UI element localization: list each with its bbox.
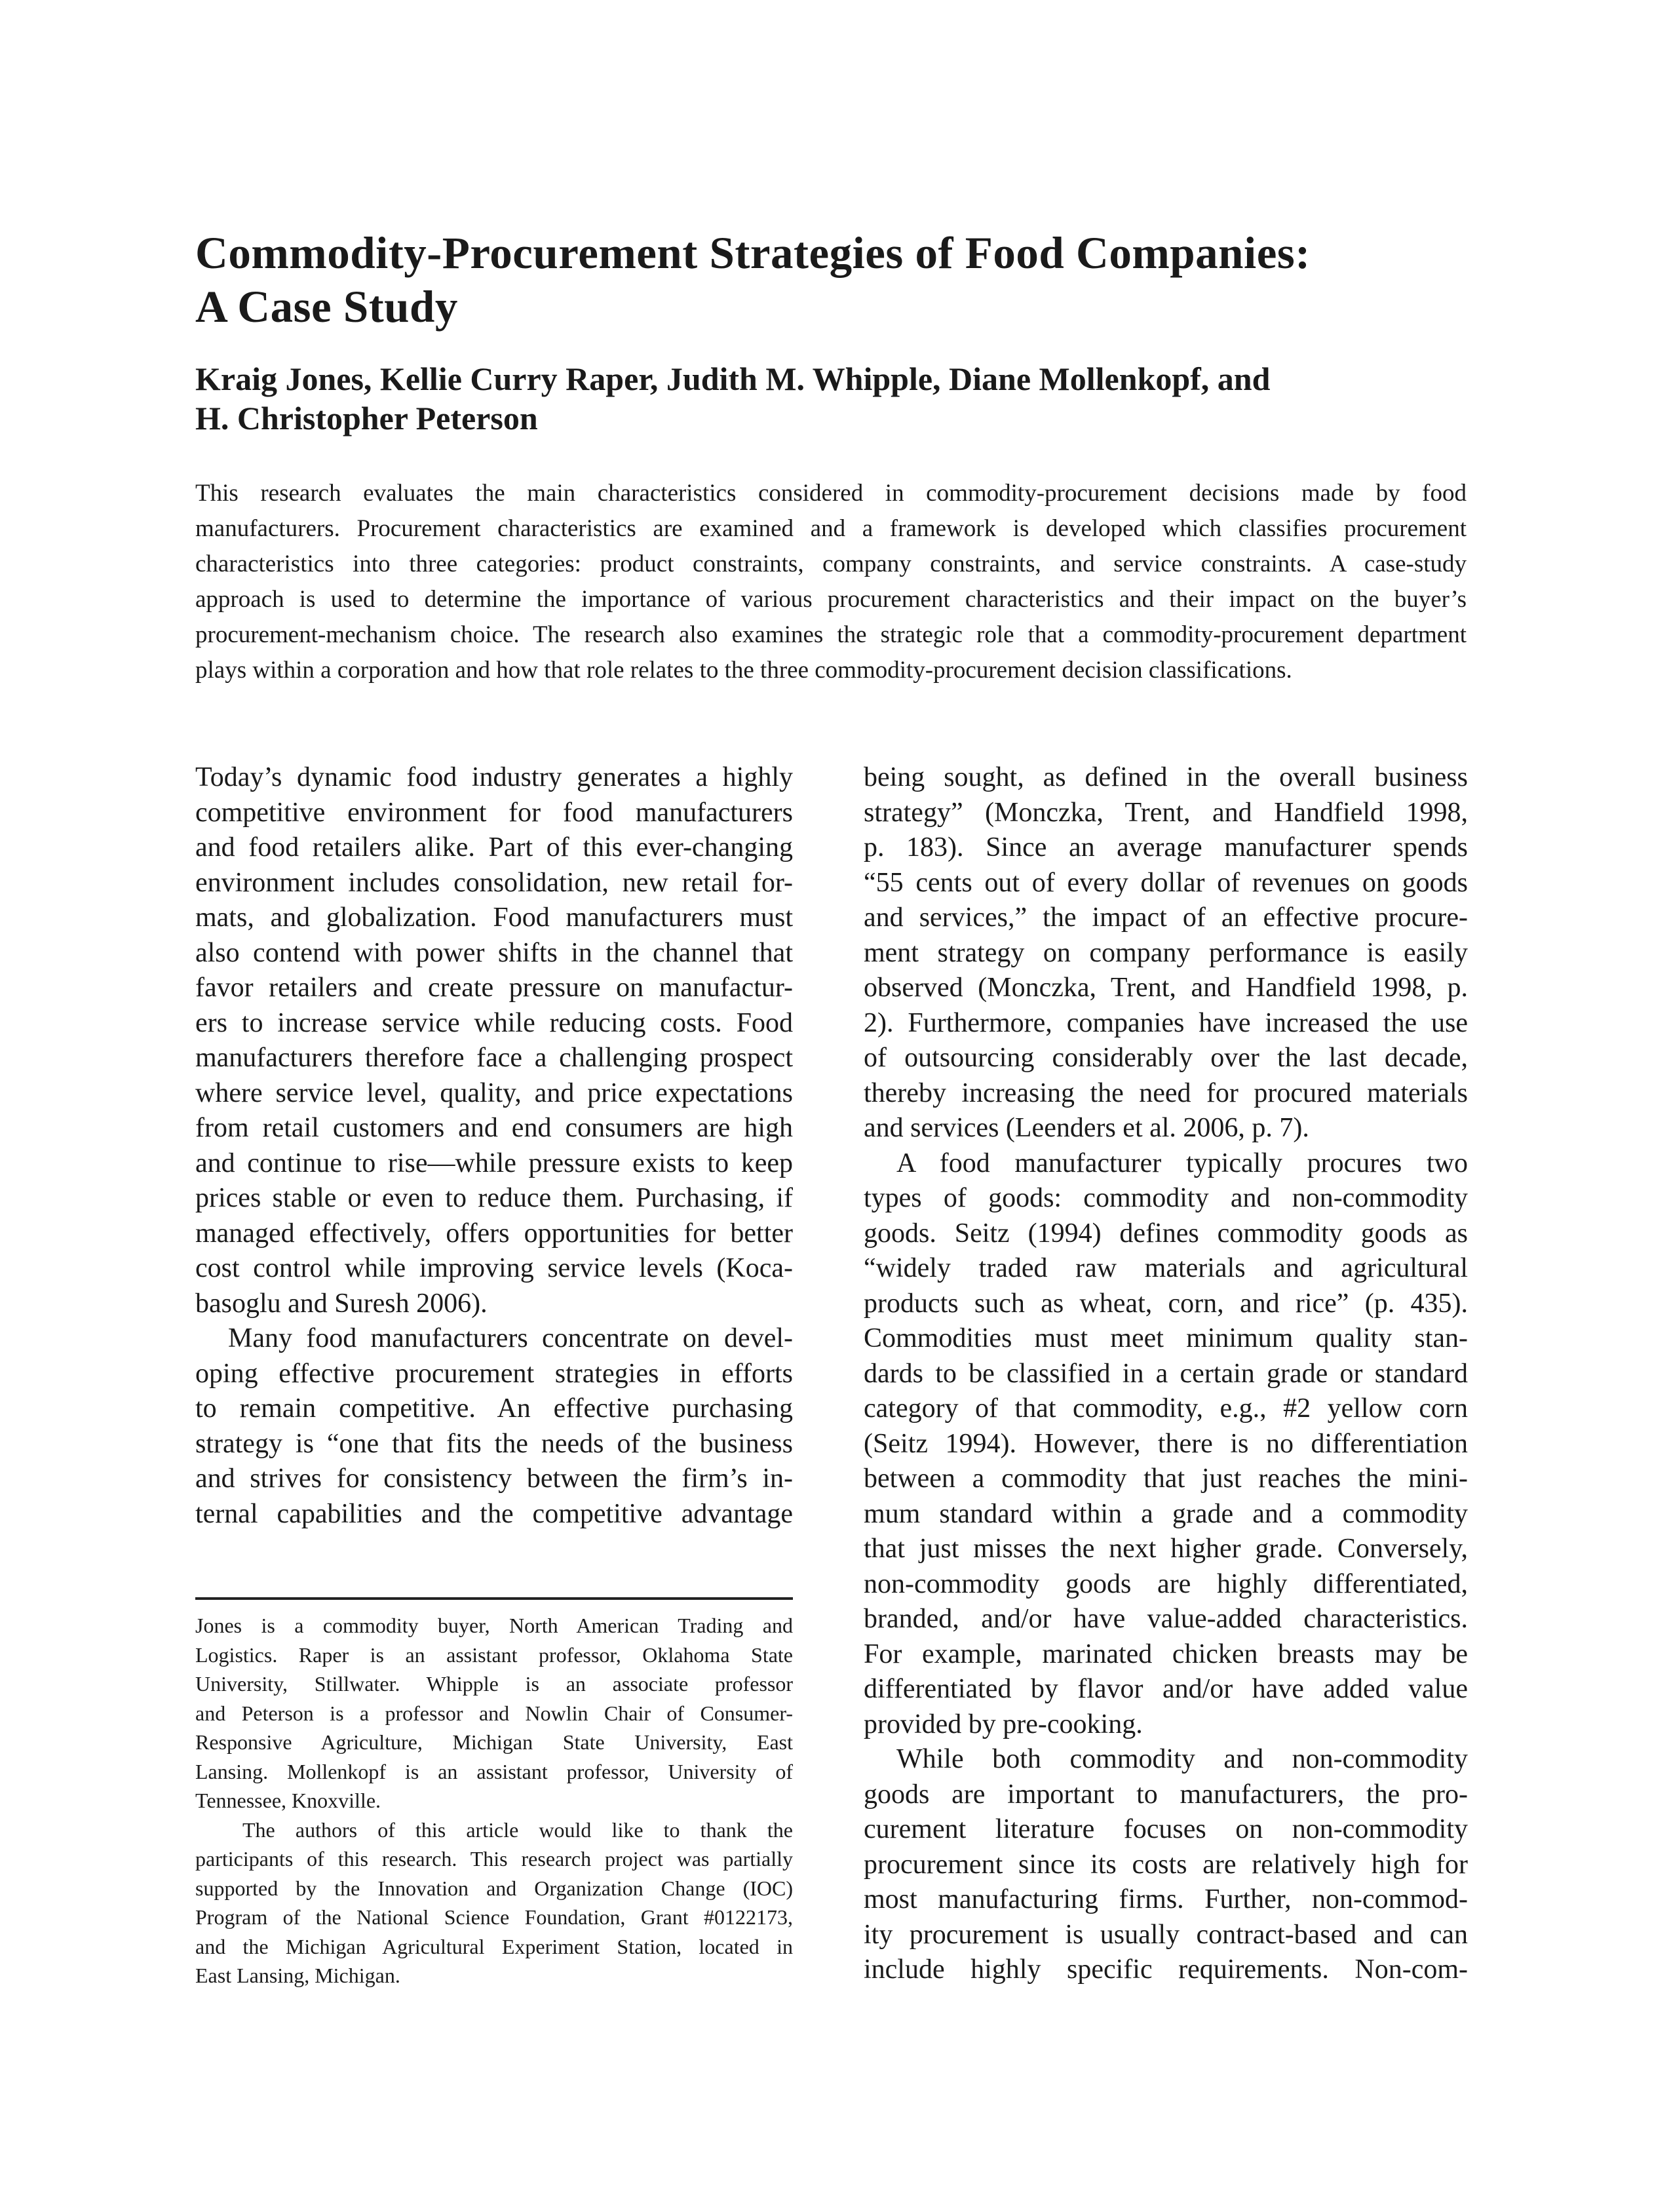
abstract-line: manufacturers. Procurement characteristics are examined and a framework is developed which classifies procurement bbox=[195, 515, 1467, 542]
body-line: and services,” the impact of an effective procure- bbox=[864, 902, 1468, 933]
body-line: types of goods: commodity and non-commodity bbox=[864, 1183, 1468, 1213]
body-line: to remain competitive. An effective purchasing bbox=[195, 1393, 793, 1424]
body-line: being sought, as defined in the overall business bbox=[864, 762, 1468, 792]
body-line: products such as wheat, corn, and rice” (p. 435). bbox=[864, 1288, 1468, 1319]
body-column-right bbox=[864, 760, 1468, 1988]
body-line: ment strategy on company performance is easily bbox=[864, 937, 1468, 968]
body-line: competitive environment for food manufacturers bbox=[195, 797, 793, 828]
footnote-line: supported by the Innovation and Organization Change (IOC) bbox=[195, 1876, 793, 1900]
body-line: “widely traded raw materials and agricultural bbox=[864, 1253, 1468, 1283]
body-line: differentiated by flavor and/or have added value bbox=[864, 1674, 1468, 1704]
body-line: prices stable or even to reduce them. Purchasing, if bbox=[195, 1183, 793, 1213]
body-line: strategy is “one that fits the needs of the business bbox=[195, 1428, 793, 1459]
body-line: basoglu and Suresh 2006). bbox=[195, 1288, 488, 1319]
body-line: goods are important to manufacturers, the pro- bbox=[864, 1779, 1468, 1810]
footnote-line: Jones is a commodity buyer, North American Trading and bbox=[195, 1614, 793, 1637]
body-line: category of that commodity, e.g., #2 yellow corn bbox=[864, 1393, 1468, 1424]
body-column-left bbox=[195, 760, 793, 1532]
body-line: A food manufacturer typically procures two bbox=[896, 1148, 1468, 1178]
body-line: also contend with power shifts in the channel that bbox=[195, 937, 793, 968]
article-title bbox=[195, 226, 1473, 334]
body-line: (Seitz 1994). However, there is no differentiation bbox=[864, 1428, 1468, 1459]
body-line: ity procurement is usually contract-based and can bbox=[864, 1919, 1468, 1950]
body-line: most manufacturing firms. Further, non-commod- bbox=[864, 1884, 1468, 1914]
footnote-line: The authors of this article would like to thank the bbox=[242, 1817, 793, 1842]
body-line: Today’s dynamic food industry generates a highly bbox=[195, 762, 793, 792]
body-line: For example, marinated chicken breasts may be bbox=[864, 1639, 1468, 1669]
body-line: of outsourcing considerably over the last decade, bbox=[864, 1043, 1468, 1073]
body-line: goods. Seitz (1994) defines commodity goods as bbox=[864, 1218, 1468, 1249]
author-line: Kraig Jones, Kellie Curry Raper, Judith M. Whipple, Diane Mollenkopf, and bbox=[195, 360, 1271, 397]
body-line: include highly specific requirements. Non-com- bbox=[864, 1954, 1468, 1985]
footnote-line: East Lansing, Michigan. bbox=[195, 1964, 400, 1987]
body-line: mum standard within a grade and a commodity bbox=[864, 1498, 1468, 1529]
body-line: procurement since its costs are relatively high for bbox=[864, 1849, 1468, 1880]
body-line: oping effective procurement strategies in efforts bbox=[195, 1358, 793, 1389]
footnote-line: and Peterson is a professor and Nowlin Chair of Consumer- bbox=[195, 1701, 793, 1725]
body-line: observed (Monczka, Trent, and Handfield 1998, p. bbox=[864, 973, 1468, 1003]
abstract-line: procurement-mechanism choice. The research also examines the strategic role that a commodity-procurement department bbox=[195, 621, 1467, 648]
body-line: cost control while improving service levels (Koca- bbox=[195, 1253, 793, 1283]
footnote-divider bbox=[195, 1597, 793, 1600]
footnote-line: participants of this research. This research project was partially bbox=[195, 1847, 793, 1871]
body-line: where service level, quality, and price expectations bbox=[195, 1077, 793, 1108]
body-line: “55 cents out of every dollar of revenues on goods bbox=[864, 867, 1468, 898]
body-line: and continue to rise—while pressure exists to keep bbox=[195, 1148, 793, 1178]
body-line: thereby increasing the need for procured materials bbox=[864, 1077, 1468, 1108]
footnote-line: Tennessee, Knoxville. bbox=[195, 1789, 381, 1812]
body-line: strategy” (Monczka, Trent, and Handfield 1998, bbox=[864, 797, 1468, 828]
body-line: Commodities must meet minimum quality stan- bbox=[864, 1323, 1468, 1353]
body-line: and strives for consistency between the firm’s in- bbox=[195, 1464, 793, 1494]
body-line: environment includes consolidation, new retail for- bbox=[195, 867, 793, 898]
footnote-line: Responsive Agriculture, Michigan State University, East bbox=[195, 1730, 793, 1754]
body-line: manufacturers therefore face a challenging prospect bbox=[195, 1043, 793, 1073]
author-line: H. Christopher Peterson bbox=[195, 400, 538, 437]
body-line: from retail customers and end consumers are high bbox=[195, 1113, 793, 1143]
body-line: While both commodity and non-commodity bbox=[896, 1744, 1468, 1774]
abstract-line: plays within a corporation and how that role relates to the three commodity-procurement decision classifications. bbox=[195, 657, 1292, 684]
body-line: managed effectively, offers opportunities for better bbox=[195, 1218, 793, 1249]
footnote-line: Lansing. Mollenkopf is an assistant professor, University of bbox=[195, 1759, 793, 1783]
footnote-line: Logistics. Raper is an assistant professor, Oklahoma State bbox=[195, 1642, 793, 1667]
body-line: branded, and/or have value-added characteristics. bbox=[864, 1604, 1468, 1634]
body-line: between a commodity that just reaches the mini- bbox=[864, 1464, 1468, 1494]
title-line: A Case Study bbox=[195, 282, 458, 332]
body-line: dards to be classified in a certain grade or standard bbox=[864, 1358, 1468, 1389]
body-line: non-commodity goods are highly differentiated, bbox=[864, 1568, 1468, 1599]
body-line: curement literature focuses on non-commodity bbox=[864, 1814, 1468, 1844]
author-footnote bbox=[195, 1611, 793, 1990]
body-line: provided by pre-cooking. bbox=[864, 1709, 1143, 1739]
abstract bbox=[195, 476, 1467, 688]
abstract-line: approach is used to determine the importance of various procurement characteristics and their impact on the buyer’s bbox=[195, 586, 1467, 613]
title-line: Commodity-Procurement Strategies of Food Companies: bbox=[195, 228, 1311, 278]
abstract-line: This research evaluates the main characteristics considered in commodity-procurement decisions made by food bbox=[195, 480, 1467, 507]
body-line: ers to increase service while reducing costs. Food bbox=[195, 1007, 793, 1038]
body-line: p. 183). Since an average manufacturer spends bbox=[864, 832, 1468, 863]
body-line: ternal capabilities and the competitive advantage bbox=[195, 1498, 793, 1529]
footnote-line: University, Stillwater. Whipple is an associate professor bbox=[195, 1672, 793, 1696]
body-line: 2). Furthermore, companies have increased the use bbox=[864, 1007, 1468, 1038]
body-line: and food retailers alike. Part of this ever-changing bbox=[195, 832, 793, 863]
body-line: and services (Leenders et al. 2006, p. 7). bbox=[864, 1113, 1309, 1143]
body-line: mats, and globalization. Food manufacturers must bbox=[195, 902, 793, 933]
body-line: Many food manufacturers concentrate on devel- bbox=[228, 1323, 793, 1353]
footnote-line: and the Michigan Agricultural Experiment Station, located in bbox=[195, 1934, 793, 1958]
body-line: that just misses the next higher grade. Conversely, bbox=[864, 1534, 1468, 1564]
abstract-line: characteristics into three categories: product constraints, company constraints, and service constraints. A case-study bbox=[195, 551, 1467, 577]
footnote-line: Program of the National Science Foundation, Grant #0122173, bbox=[195, 1905, 793, 1929]
author-list bbox=[195, 359, 1473, 438]
body-line: favor retailers and create pressure on manufactur- bbox=[195, 973, 793, 1003]
